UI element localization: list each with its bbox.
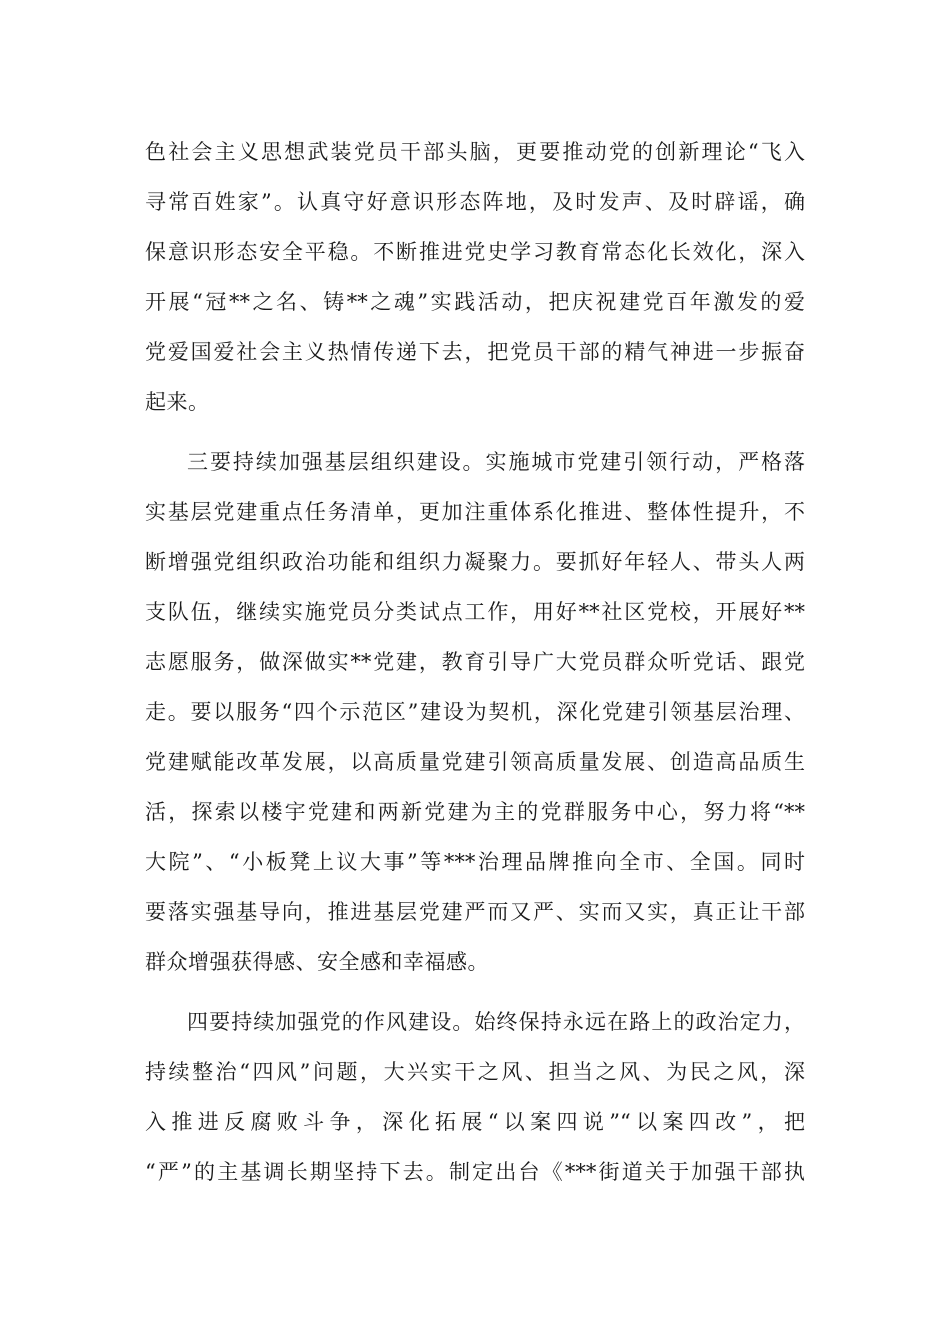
paragraph-2-line-7: 党建赋能改革发展，以高质量党建引领高质量发展、创造高品质生	[145, 750, 805, 774]
paragraph-2-line-4: 支队伍，继续实施党员分类试点工作，用好**社区党校，开展好**	[145, 600, 805, 624]
paragraph-2-line-11: 群众增强获得感、安全感和幸福感。	[145, 950, 489, 974]
paragraph-2-line-3: 断增强党组织政治功能和组织力凝聚力。要抓好年轻人、带头人两	[145, 550, 805, 574]
paragraph-2-line-10: 要落实强基导向，推进基层党建严而又严、实而又实，真正让干部	[145, 900, 805, 924]
paragraph-2-line-2: 实基层党建重点任务清单，更加注重体系化推进、整体性提升，不	[145, 500, 805, 524]
paragraph-2-line-8: 活，探索以楼宇党建和两新党建为主的党群服务中心，努力将“**	[145, 800, 805, 824]
paragraph-2-line-1: 三要持续加强基层组织建设。实施城市党建引领行动，严格落	[187, 450, 805, 474]
paragraph-1-line-5: 党爱国爱社会主义热情传递下去，把党员干部的精气神进一步振奋	[145, 340, 805, 364]
paragraph-1-line-1: 色社会主义思想武装党员干部头脑，更要推动党的创新理论“飞入	[145, 140, 805, 164]
paragraph-1-line-2: 寻常百姓家”。认真守好意识形态阵地，及时发声、及时辟谣，确	[145, 190, 805, 214]
paragraph-2-line-5: 志愿服务，做深做实**党建，教育引导广大党员群众听党话、跟党	[145, 650, 805, 674]
paragraph-1-line-4: 开展“冠**之名、铸**之魂”实践活动，把庆祝建党百年激发的爱	[145, 290, 805, 314]
paragraph-3-line-4: “严”的主基调长期坚持下去。制定出台《***街道关于加强干部执	[145, 1160, 805, 1184]
paragraph-3-line-3: 入推进反腐败斗争，深化拓展“以案四说”“以案四改”，把	[145, 1110, 805, 1134]
paragraph-1-line-6: 起来。	[145, 390, 210, 414]
paragraph-2-line-6: 走。要以服务“四个示范区”建设为契机，深化党建引领基层治理、	[145, 700, 805, 724]
paragraph-3-line-2: 持续整治“四风”问题，大兴实干之风、担当之风、为民之风，深	[145, 1060, 805, 1084]
paragraph-3-line-1: 四要持续加强党的作风建设。始终保持永远在路上的政治定力，	[187, 1010, 805, 1034]
paragraph-2-line-9: 大院”、“小板凳上议大事”等***治理品牌推向全市、全国。同时	[145, 850, 805, 874]
paragraph-1-line-3: 保意识形态安全平稳。不断推进党史学习教育常态化长效化，深入	[145, 240, 805, 264]
